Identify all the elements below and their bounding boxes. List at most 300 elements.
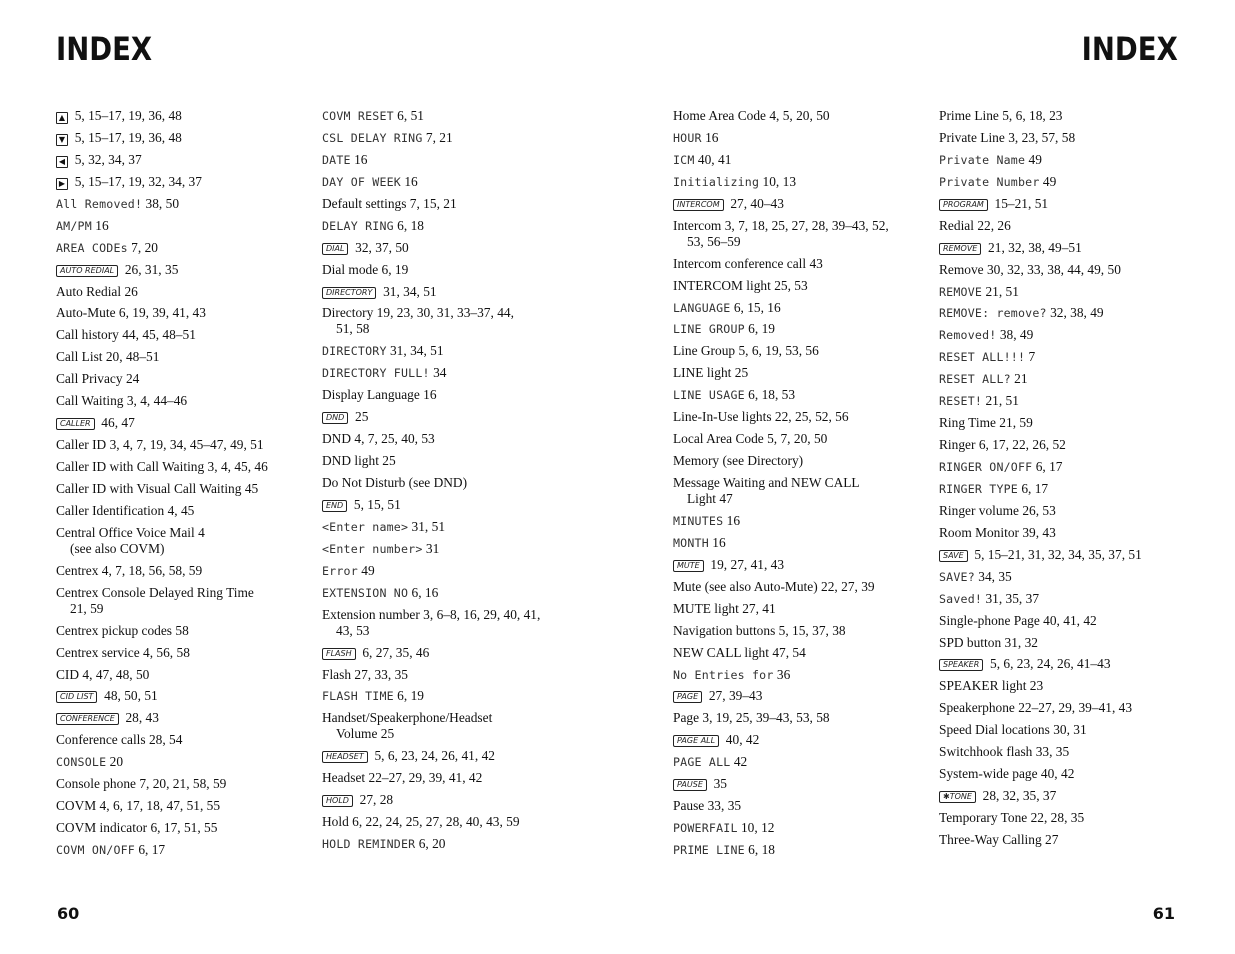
index-pages: 4 — [198, 524, 205, 540]
index-pages: 35 — [713, 776, 727, 792]
index-entry — [939, 415, 1204, 431]
index-entry — [673, 218, 938, 250]
index-term: PRIME LINE — [673, 843, 745, 857]
index-entry — [56, 262, 321, 278]
index-pages: 48, 50, 51 — [104, 688, 158, 704]
index-continuation: 51, 58 — [336, 321, 370, 337]
index-pages: 5, 15, 51 — [353, 496, 401, 512]
index-term: DIRECTORY — [322, 344, 387, 359]
index-term: Saved! — [939, 591, 983, 606]
key-label: PAUSE — [673, 779, 707, 791]
index-entry — [939, 547, 1204, 563]
index-pages: 19, 23, 30, 31, 33–37, 44, — [376, 305, 514, 321]
index-entry — [939, 591, 1204, 607]
index-pages: 5, 6, 23, 24, 26, 41, 42 — [374, 748, 495, 764]
index-pages: 3, 6–8, 16, 29, 40, 41, — [423, 606, 541, 622]
index-term: Single-phone Page — [939, 612, 1040, 628]
index-entry — [56, 327, 321, 343]
key-label: END — [322, 500, 347, 512]
index-pages: 27, 41 — [742, 600, 776, 616]
index-term: Auto Redial — [56, 283, 122, 299]
index-entry — [673, 256, 938, 272]
index-entry — [322, 497, 587, 513]
index-pages: 15–21, 51 — [994, 195, 1049, 211]
index-entry — [939, 393, 1204, 409]
index-continuation: Volume 25 — [336, 726, 395, 742]
index-pages: 22, 27, 39 — [821, 578, 875, 594]
index-entry — [56, 585, 321, 617]
index-pages: 20, 48–51 — [105, 349, 160, 365]
index-pages: 22, 28, 35 — [1030, 810, 1085, 825]
index-pages: 40, 42 — [725, 732, 760, 748]
index-entry — [56, 349, 321, 365]
index-term: Private Line — [939, 129, 1005, 145]
index-pages: 4, 7, 18, 56, 58, 59 — [101, 562, 203, 578]
index-term: HOUR — [673, 130, 702, 145]
index-pages: 6, 15, 16 — [733, 299, 781, 315]
index-pages: 6, 27, 35, 46 — [362, 644, 430, 660]
index-entry — [673, 365, 938, 381]
index-entry — [939, 174, 1204, 190]
index-entry — [56, 174, 321, 190]
index-entry — [56, 459, 321, 475]
index-entry — [939, 437, 1204, 453]
index-term: RESET! — [939, 394, 983, 409]
index-term: Navigation buttons — [673, 622, 776, 638]
index-entry — [673, 343, 938, 359]
index-entry — [56, 240, 321, 256]
index-entry — [939, 459, 1204, 475]
index-term: All Removed! — [56, 196, 143, 211]
index-term: CSL DELAY RING — [322, 130, 423, 145]
page-number-left: 60 — [57, 904, 80, 923]
index-entry — [56, 437, 321, 453]
index-pages: 3, 7, 18, 25, 27, 28, 39–43, 52, — [724, 217, 889, 233]
index-term: REMOVE — [939, 284, 983, 299]
index-pages: 6, 18, 53 — [748, 387, 796, 403]
index-entry — [939, 678, 1204, 694]
index-entry — [673, 108, 938, 124]
index-pages: 31, 35, 37 — [985, 590, 1040, 606]
index-pages: 10, 12 — [740, 820, 775, 836]
index-term: Three-Way Calling — [939, 831, 1042, 847]
index-pages: 5, 6, 19, 53, 56 — [738, 343, 819, 359]
index-term: Headset — [322, 770, 366, 786]
index-entry — [673, 754, 938, 770]
index-entry — [939, 503, 1204, 519]
index-pages: 49 — [361, 562, 375, 578]
index-entry — [673, 667, 938, 683]
key-label: HOLD — [322, 795, 353, 807]
index-term: Call List — [56, 349, 103, 365]
index-term: Centrex — [56, 562, 99, 578]
index-pages: 31, 32 — [1004, 634, 1038, 650]
index-pages: 16 — [354, 151, 368, 167]
index-entry — [939, 525, 1204, 541]
index-entry — [939, 744, 1204, 760]
index-entry — [673, 798, 938, 814]
index-term: Console phone — [56, 776, 136, 792]
index-pages: 32, 38, 49 — [1050, 305, 1104, 321]
index-term: System-wide page — [939, 766, 1038, 782]
index-term: RINGER ON/OFF — [939, 460, 1033, 474]
index-pages: 39, 43 — [1022, 524, 1056, 540]
index-term: AM/PM — [56, 218, 92, 233]
index-term: LINE light — [673, 365, 732, 381]
index-entry — [56, 130, 321, 146]
index-pages: 36 — [776, 666, 791, 682]
index-term: Caller ID with Call Waiting — [56, 459, 205, 474]
index-term: Conference calls — [56, 732, 146, 748]
index-term: Caller Identification — [56, 502, 165, 518]
index-entry — [56, 776, 321, 792]
index-pages: 49 — [1028, 151, 1042, 167]
key-label: DIRECTORY — [322, 287, 376, 299]
index-pages: 16 — [423, 387, 437, 403]
index-term: INTERCOM light — [673, 277, 771, 293]
index-term: Ringer volume — [939, 502, 1019, 518]
index-entry — [56, 415, 321, 431]
index-entry — [56, 732, 321, 748]
index-term: COVM — [56, 798, 97, 814]
index-pages: 6, 17 — [1021, 480, 1049, 496]
index-entry — [673, 513, 938, 529]
index-term: ICM — [673, 152, 695, 167]
index-term: Error — [322, 563, 358, 578]
index-pages: 16 — [712, 534, 726, 550]
index-entry — [322, 262, 587, 278]
index-pages: 16 — [705, 129, 719, 145]
index-entry — [939, 349, 1204, 365]
index-entry — [939, 130, 1204, 146]
index-term: MONTH — [673, 535, 709, 550]
index-entry — [56, 820, 321, 836]
index-term: Page — [673, 710, 700, 726]
index-entry — [673, 453, 938, 469]
index-term: Local Area Code — [673, 431, 764, 447]
index-continuation: Light 47 — [687, 491, 733, 506]
index-term: DND — [322, 431, 352, 447]
index-term: Temporary Tone — [939, 810, 1028, 825]
index-pages: 10, 13 — [762, 173, 797, 189]
index-term: Centrex Console Delayed Ring Time — [56, 584, 254, 600]
index-pages: 6, 19, 39, 41, 43 — [118, 305, 206, 321]
index-entry — [56, 371, 321, 387]
index-pages: 16 — [404, 173, 418, 189]
index-entry — [56, 623, 321, 639]
index-entry — [673, 601, 938, 617]
index-entry — [322, 667, 587, 683]
index-term: Call Privacy — [56, 371, 123, 387]
index-term: SAVE? — [939, 569, 975, 584]
index-term: Removed! — [939, 328, 997, 343]
index-pages: 26, 31, 35 — [124, 261, 179, 277]
index-entry — [322, 431, 587, 447]
index-pages: 28, 32, 35, 37 — [982, 788, 1057, 804]
index-term: Display Language — [322, 387, 420, 403]
index-pages: 4, 6, 17, 18, 47, 51, 55 — [99, 798, 221, 814]
index-column-1 — [56, 108, 321, 864]
index-term: Initializing — [673, 174, 760, 189]
index-pages: 6, 17, 51, 55 — [150, 820, 218, 836]
index-term: RESET ALL!!! — [939, 350, 1026, 365]
index-entry — [673, 710, 938, 726]
index-pages: 5, 15–17, 19, 32, 34, 37 — [74, 173, 202, 189]
index-pages: 7 — [1028, 349, 1036, 365]
index-entry — [56, 196, 321, 212]
index-term: Central Office Voice Mail — [56, 524, 195, 540]
index-term: HOLD REMINDER — [322, 837, 416, 852]
index-entry — [939, 788, 1204, 804]
index-pages: 33, 35 — [1035, 744, 1070, 760]
index-term: SPD button — [939, 634, 1002, 650]
index-pages: 16 — [726, 512, 741, 528]
index-term: <Enter number> — [322, 541, 423, 556]
index-pages: 43 — [809, 255, 823, 271]
index-entry — [673, 732, 938, 748]
key-label: CONFERENCE — [56, 713, 119, 725]
index-pages: 3, 4, 44–46 — [126, 393, 188, 409]
index-entry — [322, 174, 587, 190]
index-entry — [939, 108, 1204, 124]
index-continuation: (see also COVM) — [70, 540, 165, 556]
index-entry — [56, 152, 321, 168]
index-entry — [322, 130, 587, 146]
index-pages: 33, 35 — [707, 798, 742, 814]
index-entry — [322, 218, 587, 234]
index-entry — [673, 278, 938, 294]
index-term: Memory (see Directory) — [673, 453, 804, 469]
index-continuation: 43, 53 — [336, 622, 370, 638]
index-entry — [939, 700, 1204, 716]
index-pages: 21 — [1014, 371, 1028, 387]
arrow-key-icon: ▼ — [56, 134, 68, 146]
index-pages: 38, 49 — [999, 327, 1034, 343]
index-entry — [322, 152, 587, 168]
index-term: COVM RESET — [322, 109, 394, 123]
index-term: CONSOLE — [56, 755, 107, 770]
key-label: PAGE — [673, 691, 702, 703]
index-pages: 5, 6, 23, 24, 26, 41–43 — [990, 656, 1111, 672]
index-pages: 34, 35 — [978, 568, 1012, 584]
index-entry — [673, 431, 938, 447]
index-term: Intercom — [673, 217, 722, 233]
index-term: DND light — [322, 453, 379, 469]
index-entry — [322, 688, 587, 704]
index-term: Mute (see also Auto-Mute) — [673, 578, 818, 594]
index-pages: 27 — [1045, 831, 1059, 847]
arrow-key-icon: ◀ — [56, 156, 68, 168]
index-pages: 6, 18 — [748, 842, 775, 857]
index-term: No Entries for — [673, 667, 774, 682]
index-entry — [939, 327, 1204, 343]
index-entry — [673, 130, 938, 146]
key-label: DIAL — [322, 243, 348, 255]
index-term: AREA CODEs — [56, 240, 128, 255]
index-entry — [56, 284, 321, 300]
index-pages: 5, 15–21, 31, 32, 34, 35, 37, 51 — [974, 546, 1142, 562]
index-term: Flash — [322, 666, 352, 682]
key-label: ✱TONE — [939, 791, 976, 803]
index-entry — [322, 748, 587, 764]
index-entry — [56, 393, 321, 409]
index-pages: 5, 32, 34, 37 — [74, 151, 142, 167]
index-entry — [673, 842, 938, 858]
index-entry — [322, 343, 587, 359]
page-title-right: INDEX — [1081, 30, 1178, 68]
index-pages: 58 — [175, 622, 189, 638]
index-pages: 38, 50 — [145, 195, 180, 211]
index-pages: 5, 7, 20, 50 — [767, 431, 828, 447]
key-label: HEADSET — [322, 751, 368, 763]
index-pages: 22, 26 — [977, 217, 1011, 233]
index-entry — [673, 152, 938, 168]
index-pages: 7, 20, 21, 58, 59 — [139, 776, 227, 792]
index-pages: 45 — [244, 480, 259, 496]
index-pages: 25 — [734, 365, 749, 381]
index-entry — [673, 174, 938, 190]
index-term: Line Group — [673, 343, 736, 359]
index-term: <Enter name> — [322, 519, 409, 534]
index-entry — [56, 108, 321, 124]
index-entry — [322, 710, 587, 742]
index-term: Call history — [56, 327, 119, 343]
index-continuation: 21, 59 — [70, 600, 104, 616]
index-pages: 3, 4, 7, 19, 34, 45–47, 49, 51 — [109, 437, 264, 453]
index-entry — [322, 645, 587, 661]
index-entry — [939, 635, 1204, 651]
index-pages: 27, 39–43 — [708, 688, 763, 704]
arrow-key-icon: ▶ — [56, 178, 68, 190]
index-pages: 7, 15, 21 — [409, 195, 457, 211]
index-pages: 30, 31 — [1053, 722, 1087, 738]
index-term: Default settings — [322, 195, 407, 211]
index-pages: 6, 16 — [411, 584, 439, 600]
index-term: Private Number — [939, 174, 1040, 189]
index-entry — [322, 240, 587, 256]
index-pages: 22–27, 29, 39, 41, 42 — [368, 770, 483, 786]
index-entry — [673, 623, 938, 639]
index-term: Handset/Speakerphone/Headset — [322, 710, 493, 726]
index-pages: 7, 20 — [131, 239, 158, 255]
index-pages: 4, 7, 25, 40, 53 — [354, 431, 435, 447]
index-pages: 4, 56, 58 — [143, 644, 190, 660]
index-entry — [939, 152, 1204, 168]
index-entry — [322, 387, 587, 403]
index-pages: 6, 20 — [418, 836, 446, 852]
index-term: RESET ALL? — [939, 372, 1011, 387]
index-entry — [939, 284, 1204, 300]
index-pages: 6, 19 — [381, 261, 409, 277]
index-term: Room Monitor — [939, 524, 1019, 540]
index-pages: 40, 41, 42 — [1043, 612, 1097, 628]
index-term: DELAY RING — [322, 218, 394, 233]
index-entry — [322, 409, 587, 425]
index-term: Do Not Disturb (see DND) — [322, 475, 468, 490]
index-term: Centrex pickup codes — [56, 622, 173, 638]
index-term: Prime Line — [939, 108, 999, 123]
index-pages: 31, 34, 51 — [383, 283, 437, 299]
key-label: REMOVE — [939, 243, 981, 255]
index-term: Dial mode — [322, 261, 379, 277]
index-continuation: 53, 56–59 — [687, 233, 741, 249]
index-entry — [939, 481, 1204, 497]
index-pages: 30, 32, 33, 38, 44, 49, 50 — [986, 261, 1121, 277]
index-entry — [322, 108, 587, 124]
index-term: LINE GROUP — [673, 322, 745, 337]
index-term: DAY OF WEEK — [322, 174, 401, 189]
index-entry — [939, 766, 1204, 782]
index-entry — [673, 688, 938, 704]
index-entry — [939, 218, 1204, 234]
index-term: FLASH TIME — [322, 689, 394, 704]
index-pages: 24 — [125, 371, 140, 387]
index-pages: 49 — [1042, 173, 1057, 189]
index-pages: 5, 15–17, 19, 36, 48 — [74, 108, 182, 123]
index-entry — [673, 557, 938, 573]
index-pages: 25 — [355, 409, 369, 425]
index-entry — [322, 792, 587, 808]
key-label: CID LIST — [56, 691, 97, 703]
index-entry — [939, 656, 1204, 672]
index-term: Centrex service — [56, 644, 140, 660]
key-label: FLASH — [322, 648, 356, 660]
key-label: MUTE — [673, 560, 704, 572]
index-entry — [939, 569, 1204, 585]
index-pages: 22–27, 29, 39–41, 43 — [1018, 700, 1133, 716]
index-entry — [322, 563, 587, 579]
index-pages: 3, 19, 25, 39–43, 53, 58 — [702, 710, 830, 726]
index-pages: 31, 51 — [411, 518, 446, 534]
index-pages: 6, 19 — [748, 321, 775, 337]
index-pages: 21, 32, 38, 49–51 — [988, 239, 1082, 255]
index-term: Redial — [939, 217, 974, 233]
index-entry — [56, 503, 321, 519]
index-term: DIRECTORY FULL! — [322, 366, 430, 381]
index-entry — [673, 579, 938, 595]
key-label: AUTO REDIAL — [56, 265, 118, 277]
index-entry — [322, 475, 587, 491]
index-term: LINE USAGE — [673, 388, 745, 403]
index-entry — [56, 305, 321, 321]
index-pages: 6, 22, 24, 25, 27, 28, 40, 43, 59 — [352, 814, 520, 830]
index-term: Ringer — [939, 437, 976, 453]
index-pages: 26 — [124, 283, 138, 299]
index-term: Remove — [939, 261, 984, 277]
index-pages: 3, 23, 57, 58 — [1008, 129, 1076, 145]
index-pages: 31 — [425, 540, 440, 556]
index-term: Extension number — [322, 606, 420, 622]
index-pages: 3, 4, 45, 46 — [207, 459, 268, 474]
index-pages: 44, 45, 48–51 — [122, 327, 196, 343]
index-term: MINUTES — [673, 513, 724, 528]
index-term: Ring Time — [939, 415, 996, 431]
index-pages: 47, 54 — [772, 644, 806, 660]
index-term: RINGER TYPE — [939, 481, 1018, 496]
index-entry — [673, 776, 938, 792]
index-entry — [322, 453, 587, 469]
index-pages: 7, 21 — [425, 129, 453, 145]
index-entry — [56, 525, 321, 557]
index-column-4 — [939, 108, 1204, 854]
index-term: Pause — [673, 798, 705, 814]
index-entry — [56, 798, 321, 814]
key-label: PROGRAM — [939, 199, 988, 211]
index-pages: 28, 43 — [125, 710, 159, 726]
index-pages: 28, 54 — [148, 732, 183, 748]
index-term: Hold — [322, 814, 349, 830]
index-term: Directory — [322, 305, 374, 321]
